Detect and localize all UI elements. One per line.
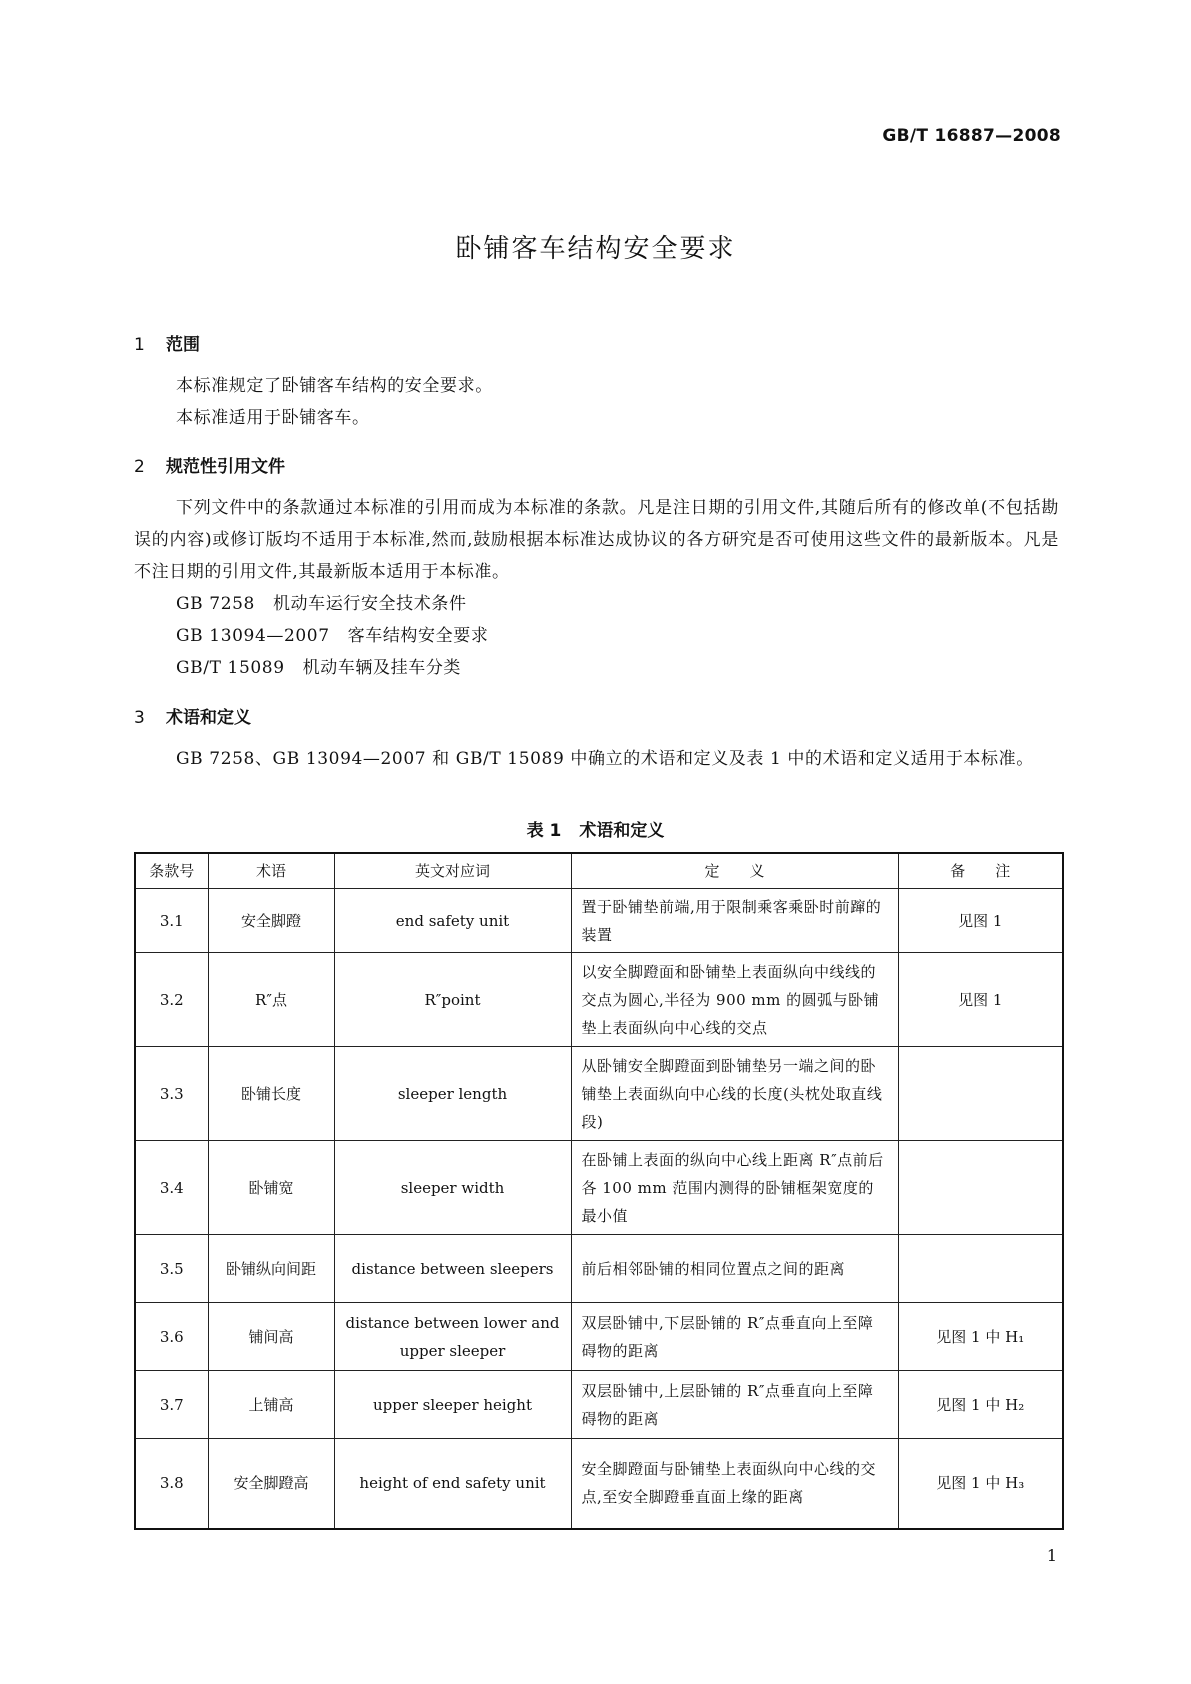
paragraph: GB 7258、GB 13094—2007 和 GB/T 15089 中确立的术语和定义及表 1 中的术语和定义适用于本标准。 (176, 749, 1034, 769)
cell-english: distance between lower and upper sleeper (334, 1303, 571, 1371)
cell-definition: 置于卧铺垫前端,用于限制乘客乘卧时前蹿的装置 (571, 889, 898, 953)
cell-english: distance between sleepers (334, 1235, 571, 1303)
cell-note (898, 1141, 1063, 1235)
header-note: 备 注 (898, 853, 1063, 889)
paragraph: 本标准适用于卧铺客车。 (176, 408, 370, 428)
section-scope (134, 330, 1059, 434)
reference-item (134, 620, 1059, 652)
section-heading (134, 330, 1059, 360)
section-terms-definitions (134, 703, 1059, 775)
reference-code: GB 13094—2007 (176, 626, 330, 646)
cell-clause: 3.5 (135, 1235, 208, 1303)
cell-clause: 3.7 (135, 1371, 208, 1439)
cell-english: R″point (334, 953, 571, 1047)
reference-code: GB/T 15089 (176, 658, 285, 678)
cell-note: 见图 1 (898, 953, 1063, 1047)
cell-definition: 前后相邻卧铺的相同位置点之间的距离 (571, 1235, 898, 1303)
table-header-row (135, 853, 1063, 889)
header-english: 英文对应词 (334, 853, 571, 889)
section-title: 术语和定义 (166, 708, 251, 728)
cell-clause: 3.4 (135, 1141, 208, 1235)
table-title: 术语和定义 (579, 821, 665, 841)
reference-title: 机动车运行安全技术条件 (272, 594, 467, 614)
reference-code: GB 7258 (176, 594, 255, 614)
table-row (135, 1439, 1063, 1529)
cell-english: sleeper width (334, 1141, 571, 1235)
table-row (135, 1303, 1063, 1371)
reference-title: 客车结构安全要求 (347, 626, 489, 646)
table-row (135, 1235, 1063, 1303)
cell-english: end safety unit (334, 889, 571, 953)
section-number: 2 (134, 457, 145, 477)
cell-term: 铺间高 (208, 1303, 334, 1371)
section-heading (134, 452, 1059, 482)
standard-code: GB/T 16887—2008 (882, 126, 1061, 146)
cell-clause: 3.2 (135, 953, 208, 1047)
cell-definition: 在卧铺上表面的纵向中心线上距离 R″点前后各 100 mm 范围内测得的卧铺框架宽度的最小值 (571, 1141, 898, 1235)
table-row (135, 1371, 1063, 1439)
reference-title: 机动车辆及挂车分类 (302, 658, 462, 678)
terms-table (134, 852, 1064, 1530)
header-definition: 定 义 (571, 853, 898, 889)
cell-term: 上铺高 (208, 1371, 334, 1439)
document-title: 卧铺客车结构安全要求 (455, 234, 736, 264)
reference-item (134, 652, 1059, 684)
cell-definition: 从卧铺安全脚蹬面到卧铺垫另一端之间的卧铺垫上表面纵向中心线的长度(头枕处取直线段) (571, 1047, 898, 1141)
section-heading (134, 703, 1059, 733)
cell-term: 卧铺宽 (208, 1141, 334, 1235)
cell-note: 见图 1 中 H₃ (898, 1439, 1063, 1529)
header-clause: 条款号 (135, 853, 208, 889)
table-row (135, 1141, 1063, 1235)
section-title: 规范性引用文件 (166, 457, 285, 477)
section-title: 范围 (166, 335, 200, 355)
cell-definition: 安全脚蹬面与卧铺垫上表面纵向中心线的交点,至安全脚蹬垂直面上缘的距离 (571, 1439, 898, 1529)
cell-term: 安全脚蹬 (208, 889, 334, 953)
cell-english: upper sleeper height (334, 1371, 571, 1439)
section-number: 1 (134, 335, 145, 355)
cell-term: 卧铺长度 (208, 1047, 334, 1141)
cell-definition: 以安全脚蹬面和卧铺垫上表面纵向中线线的交点为圆心,半径为 900 mm 的圆弧与卧铺垫上表面纵向中心线的交点 (571, 953, 898, 1047)
cell-clause: 3.8 (135, 1439, 208, 1529)
reference-item (134, 588, 1059, 620)
table-row (135, 953, 1063, 1047)
cell-note: 见图 1 中 H₂ (898, 1371, 1063, 1439)
cell-term: 安全脚蹬高 (208, 1439, 334, 1529)
section-number: 3 (134, 708, 145, 728)
cell-clause: 3.6 (135, 1303, 208, 1371)
page-number: 1 (1046, 1546, 1057, 1565)
cell-term: 卧铺纵向间距 (208, 1235, 334, 1303)
table-caption (0, 816, 1191, 841)
cell-clause: 3.1 (135, 889, 208, 953)
cell-note: 见图 1 中 H₁ (898, 1303, 1063, 1371)
cell-term: R″点 (208, 953, 334, 1047)
cell-note (898, 1047, 1063, 1141)
cell-definition: 双层卧铺中,下层卧铺的 R″点垂直向上至障碍物的距离 (571, 1303, 898, 1371)
cell-note (898, 1235, 1063, 1303)
table-number: 表 1 (526, 821, 562, 841)
table-row (135, 1047, 1063, 1141)
section-normative-references (134, 452, 1059, 684)
cell-clause: 3.3 (135, 1047, 208, 1141)
cell-english: height of end safety unit (334, 1439, 571, 1529)
cell-note: 见图 1 (898, 889, 1063, 953)
cell-definition: 双层卧铺中,上层卧铺的 R″点垂直向上至障碍物的距离 (571, 1371, 898, 1439)
paragraph: 本标准规定了卧铺客车结构的安全要求。 (176, 376, 493, 396)
cell-english: sleeper length (334, 1047, 571, 1141)
table-row (135, 889, 1063, 953)
paragraph: 下列文件中的条款通过本标准的引用而成为本标准的条款。凡是注日期的引用文件,其随后所有的修改单(不包括勘误的内容)或修订版均不适用于本标准,然而,鼓励根据本标准达成协议的各方研究是否可使用这些文件的最新版本。凡是不注日期的引用文件,其最新版本适用于本标准。 (134, 498, 1059, 582)
header-term: 术语 (208, 853, 334, 889)
